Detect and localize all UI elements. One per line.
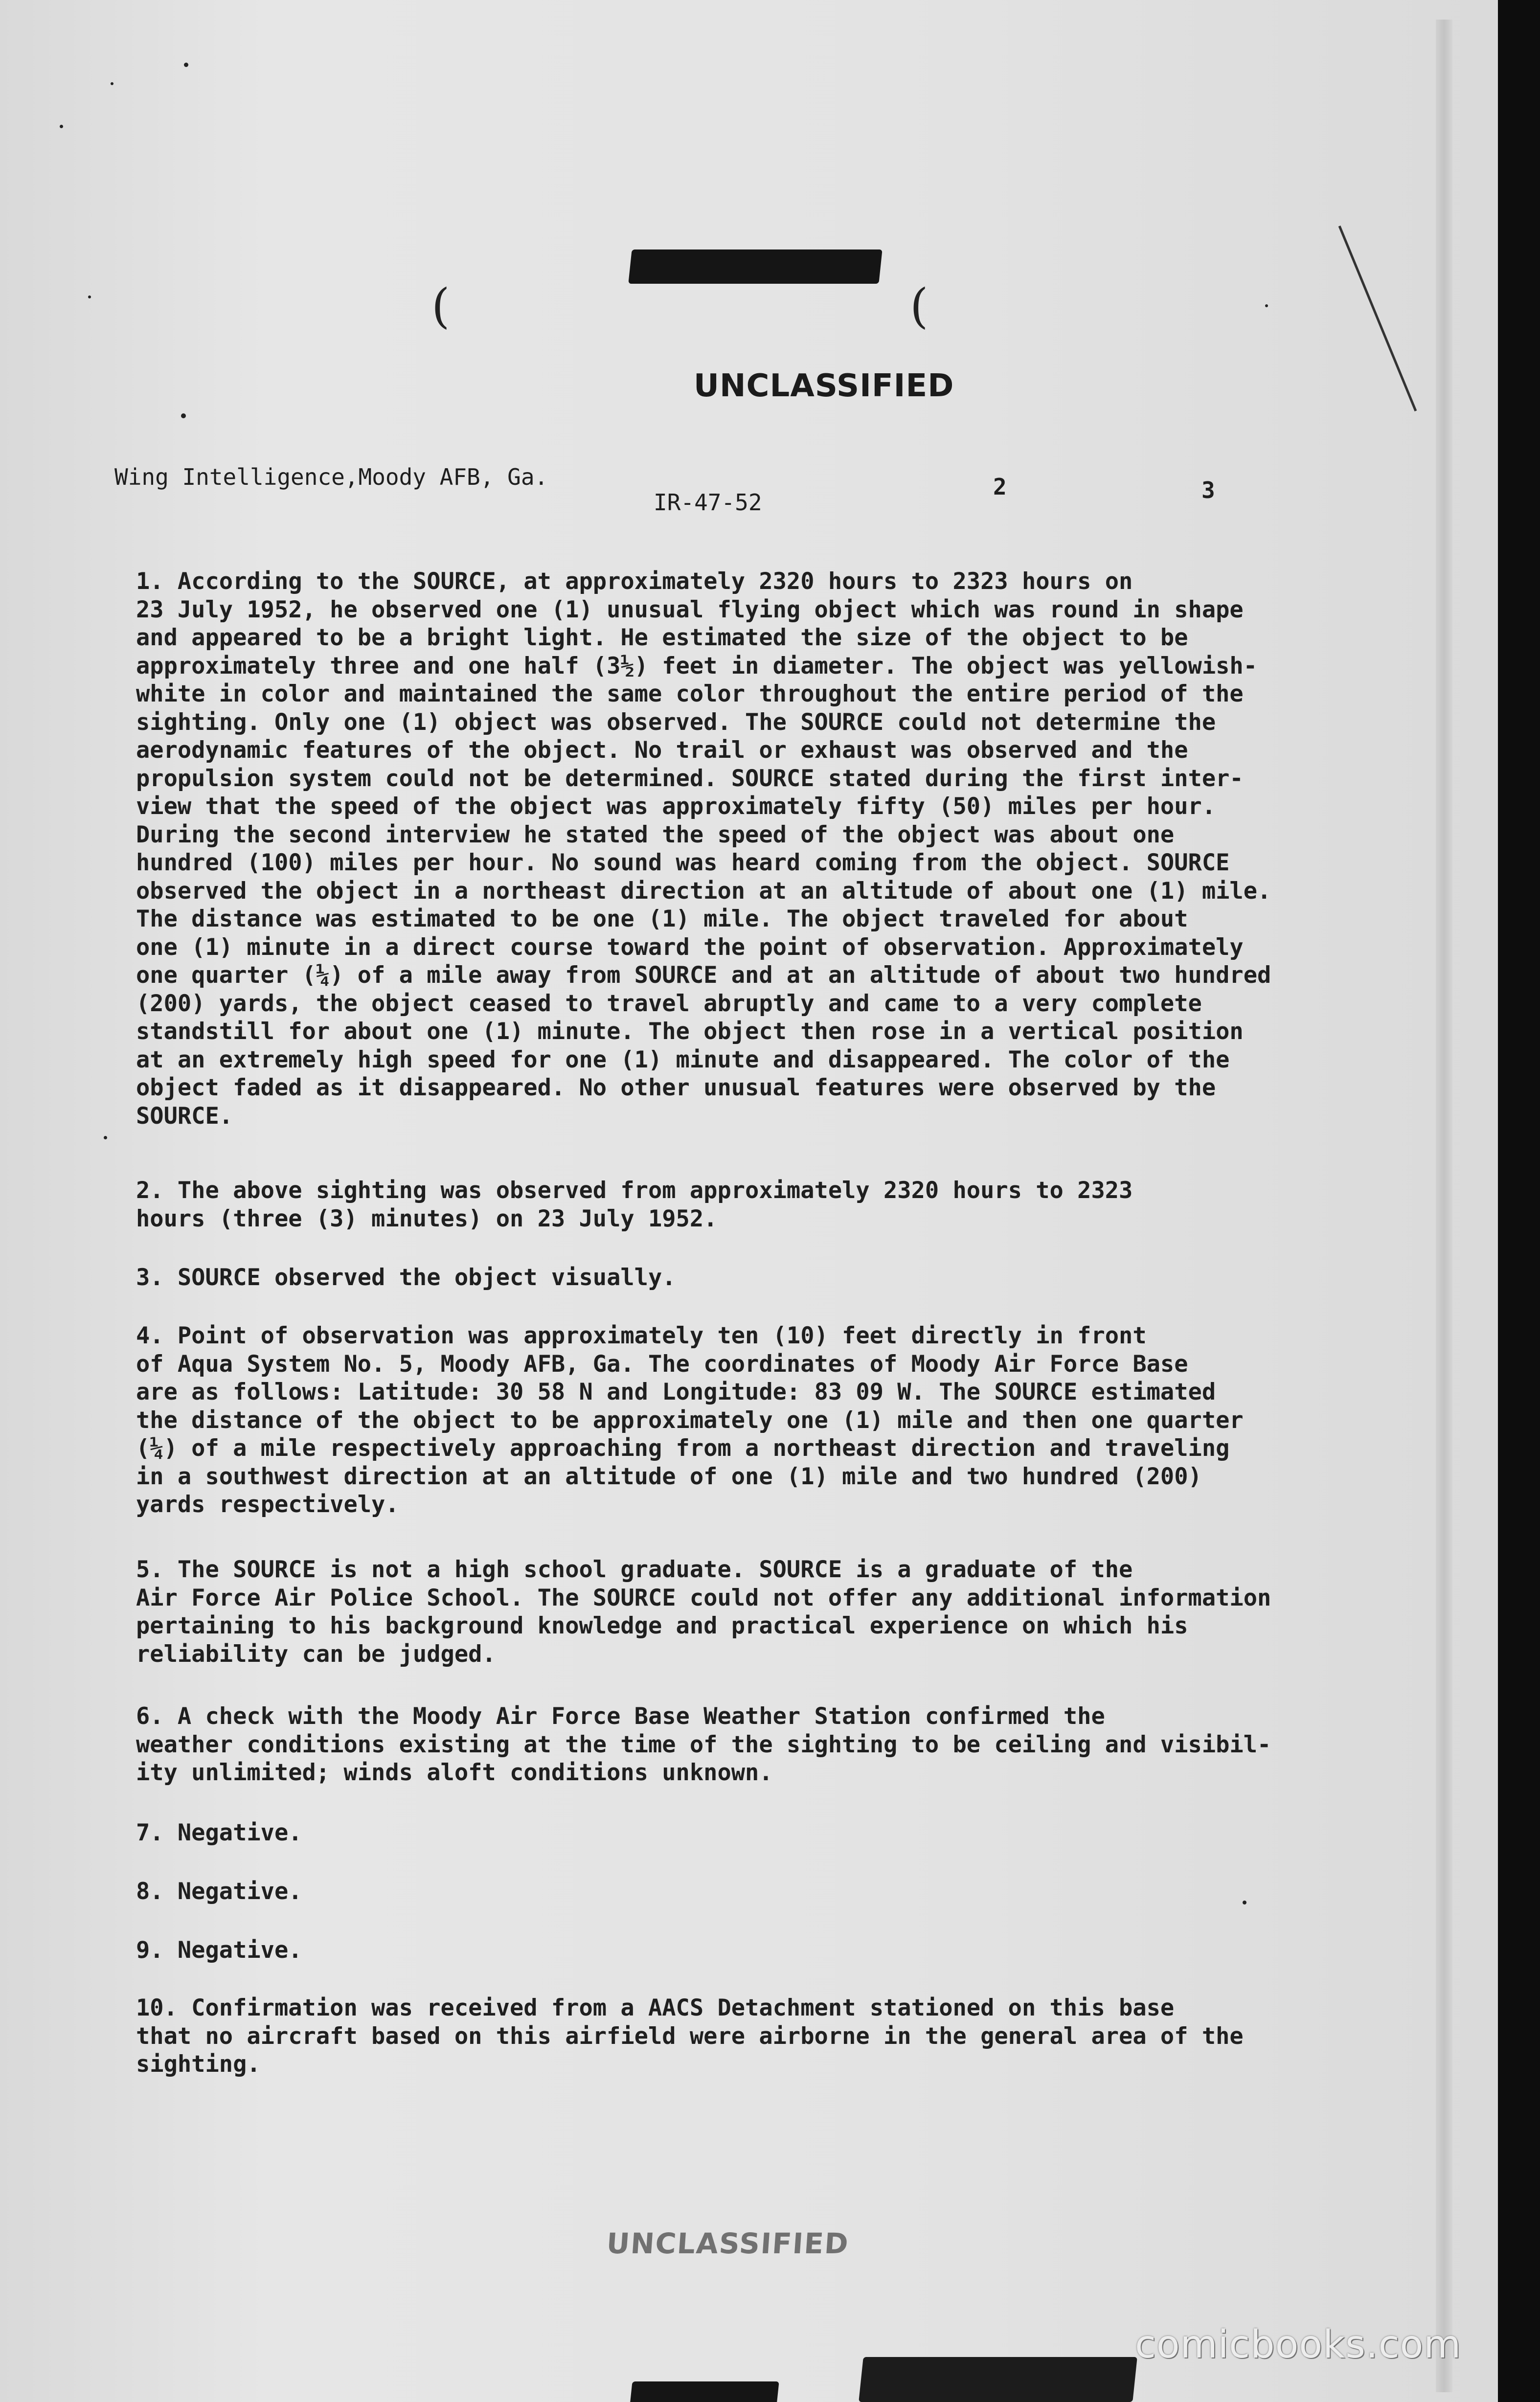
punch-mark-left: ( bbox=[431, 279, 450, 334]
paragraph-1: 1. According to the SOURCE, at approximately 2320 hours to 2323 hours on 23 July 1952, he observed one (1) unusual flying object which was round in shape and appeared to be a bright light. He estimated the size of the object to be approximately three and one half (3½) feet in diameter. The object was yellowish- white in color and maintained the same color throughout the entire period of the sighting. Only one (1) object was observed. The SOURCE could not determine the aerodynamic features of the object. No trail or exhaust was observed and the propulsion system could not be determined. SOURCE stated during the first inter- view that the speed of the object was approximately fifty (50) miles per hour. During the second interview he stated the speed of the object was about one hundred (100) miles per hour. No sound was heard coming from the object. SOURCE observed the object in a northeast direction at an altitude of about one (1) mile. The distance was estimated to be one (1) mile. The object traveled for about one (1) minute in a direct course toward the point of observation. Approximately one quarter (¼) of a mile away from SOURCE and at an altitude of about two hundred (200) yards, the object ceased to travel abruptly and came to a very complete standstill for about one (1) minute. The object then rose in a vertical position at an extremely high speed for one (1) minute and disappeared. The color of the object faded as it disappeared. No other unusual features were observed by the SOURCE. bbox=[136, 568, 1271, 1130]
paragraph-3: 3. SOURCE observed the object visually. bbox=[136, 1264, 676, 1291]
scan-speck bbox=[60, 125, 63, 128]
classification-stamp-bottom: UNCLASSIFIED bbox=[605, 2227, 850, 2260]
org-line: Wing Intelligence,Moody AFB, Ga. bbox=[114, 464, 548, 490]
paragraph-9: 9. Negative. bbox=[136, 1937, 302, 1964]
scan-speck bbox=[111, 82, 113, 85]
paragraph-5: 5. The SOURCE is not a high school graduate. SOURCE is a graduate of the Air Force Air Police School. The SOURCE could not offer any additional information pertaining to his background knowledge and practical experience on which his reliability can be judged. bbox=[136, 1556, 1271, 1668]
scan-speck bbox=[181, 413, 186, 418]
site-watermark: comicbooks.com bbox=[1135, 2323, 1462, 2367]
page-number-b: 3 bbox=[1201, 477, 1215, 503]
scan-speck bbox=[184, 63, 188, 67]
paragraph-4: 4. Point of observation was approximately ten (10) feet directly in front of Aqua System No. 5, Moody AFB, Ga. The coordinates of Moody Air Force Base are as follows: Latitude: 30 58 N and Longitude: 83 09 W. The SOURCE estimated the distance of the object to be approximately one (1) mile and then one quarter (¼) of a mile respectively approaching from a northeast direction and traveling in a southwest direction at an altitude of one (1) mile and two hundred (200) yards respectively. bbox=[136, 1322, 1244, 1518]
page-number-a: 2 bbox=[993, 474, 1007, 500]
paragraph-6: 6. A check with the Moody Air Force Base Weather Station confirmed the weather conditions existing at the time of the sighting to be ceiling and visibil- ity unlimited; winds aloft conditions unknown. bbox=[136, 1703, 1271, 1786]
paragraph-8: 8. Negative. bbox=[136, 1878, 302, 1905]
redaction-bar-bottom-right bbox=[859, 2357, 1137, 2402]
redaction-bar-top bbox=[628, 249, 882, 284]
redaction-bar-bottom-left bbox=[630, 2381, 779, 2402]
scan-speck bbox=[1265, 304, 1268, 307]
paragraph-7: 7. Negative. bbox=[136, 1819, 302, 1846]
classification-stamp-top: UNCLASSIFIED bbox=[694, 368, 954, 404]
scan-speck bbox=[88, 295, 91, 298]
punch-mark-right: ( bbox=[910, 279, 929, 334]
paragraph-2: 2. The above sighting was observed from approximately 2320 hours to 2323 hours (three (3) minutes) on 23 July 1952. bbox=[136, 1177, 1133, 1232]
paragraph-10: 10. Confirmation was received from a AACS Detachment stationed on this base that no aircraft based on this airfield were airborne in the general area of the sighting. bbox=[136, 1994, 1244, 2078]
scan-speck bbox=[104, 1136, 107, 1139]
report-number: IR-47-52 bbox=[654, 489, 762, 516]
